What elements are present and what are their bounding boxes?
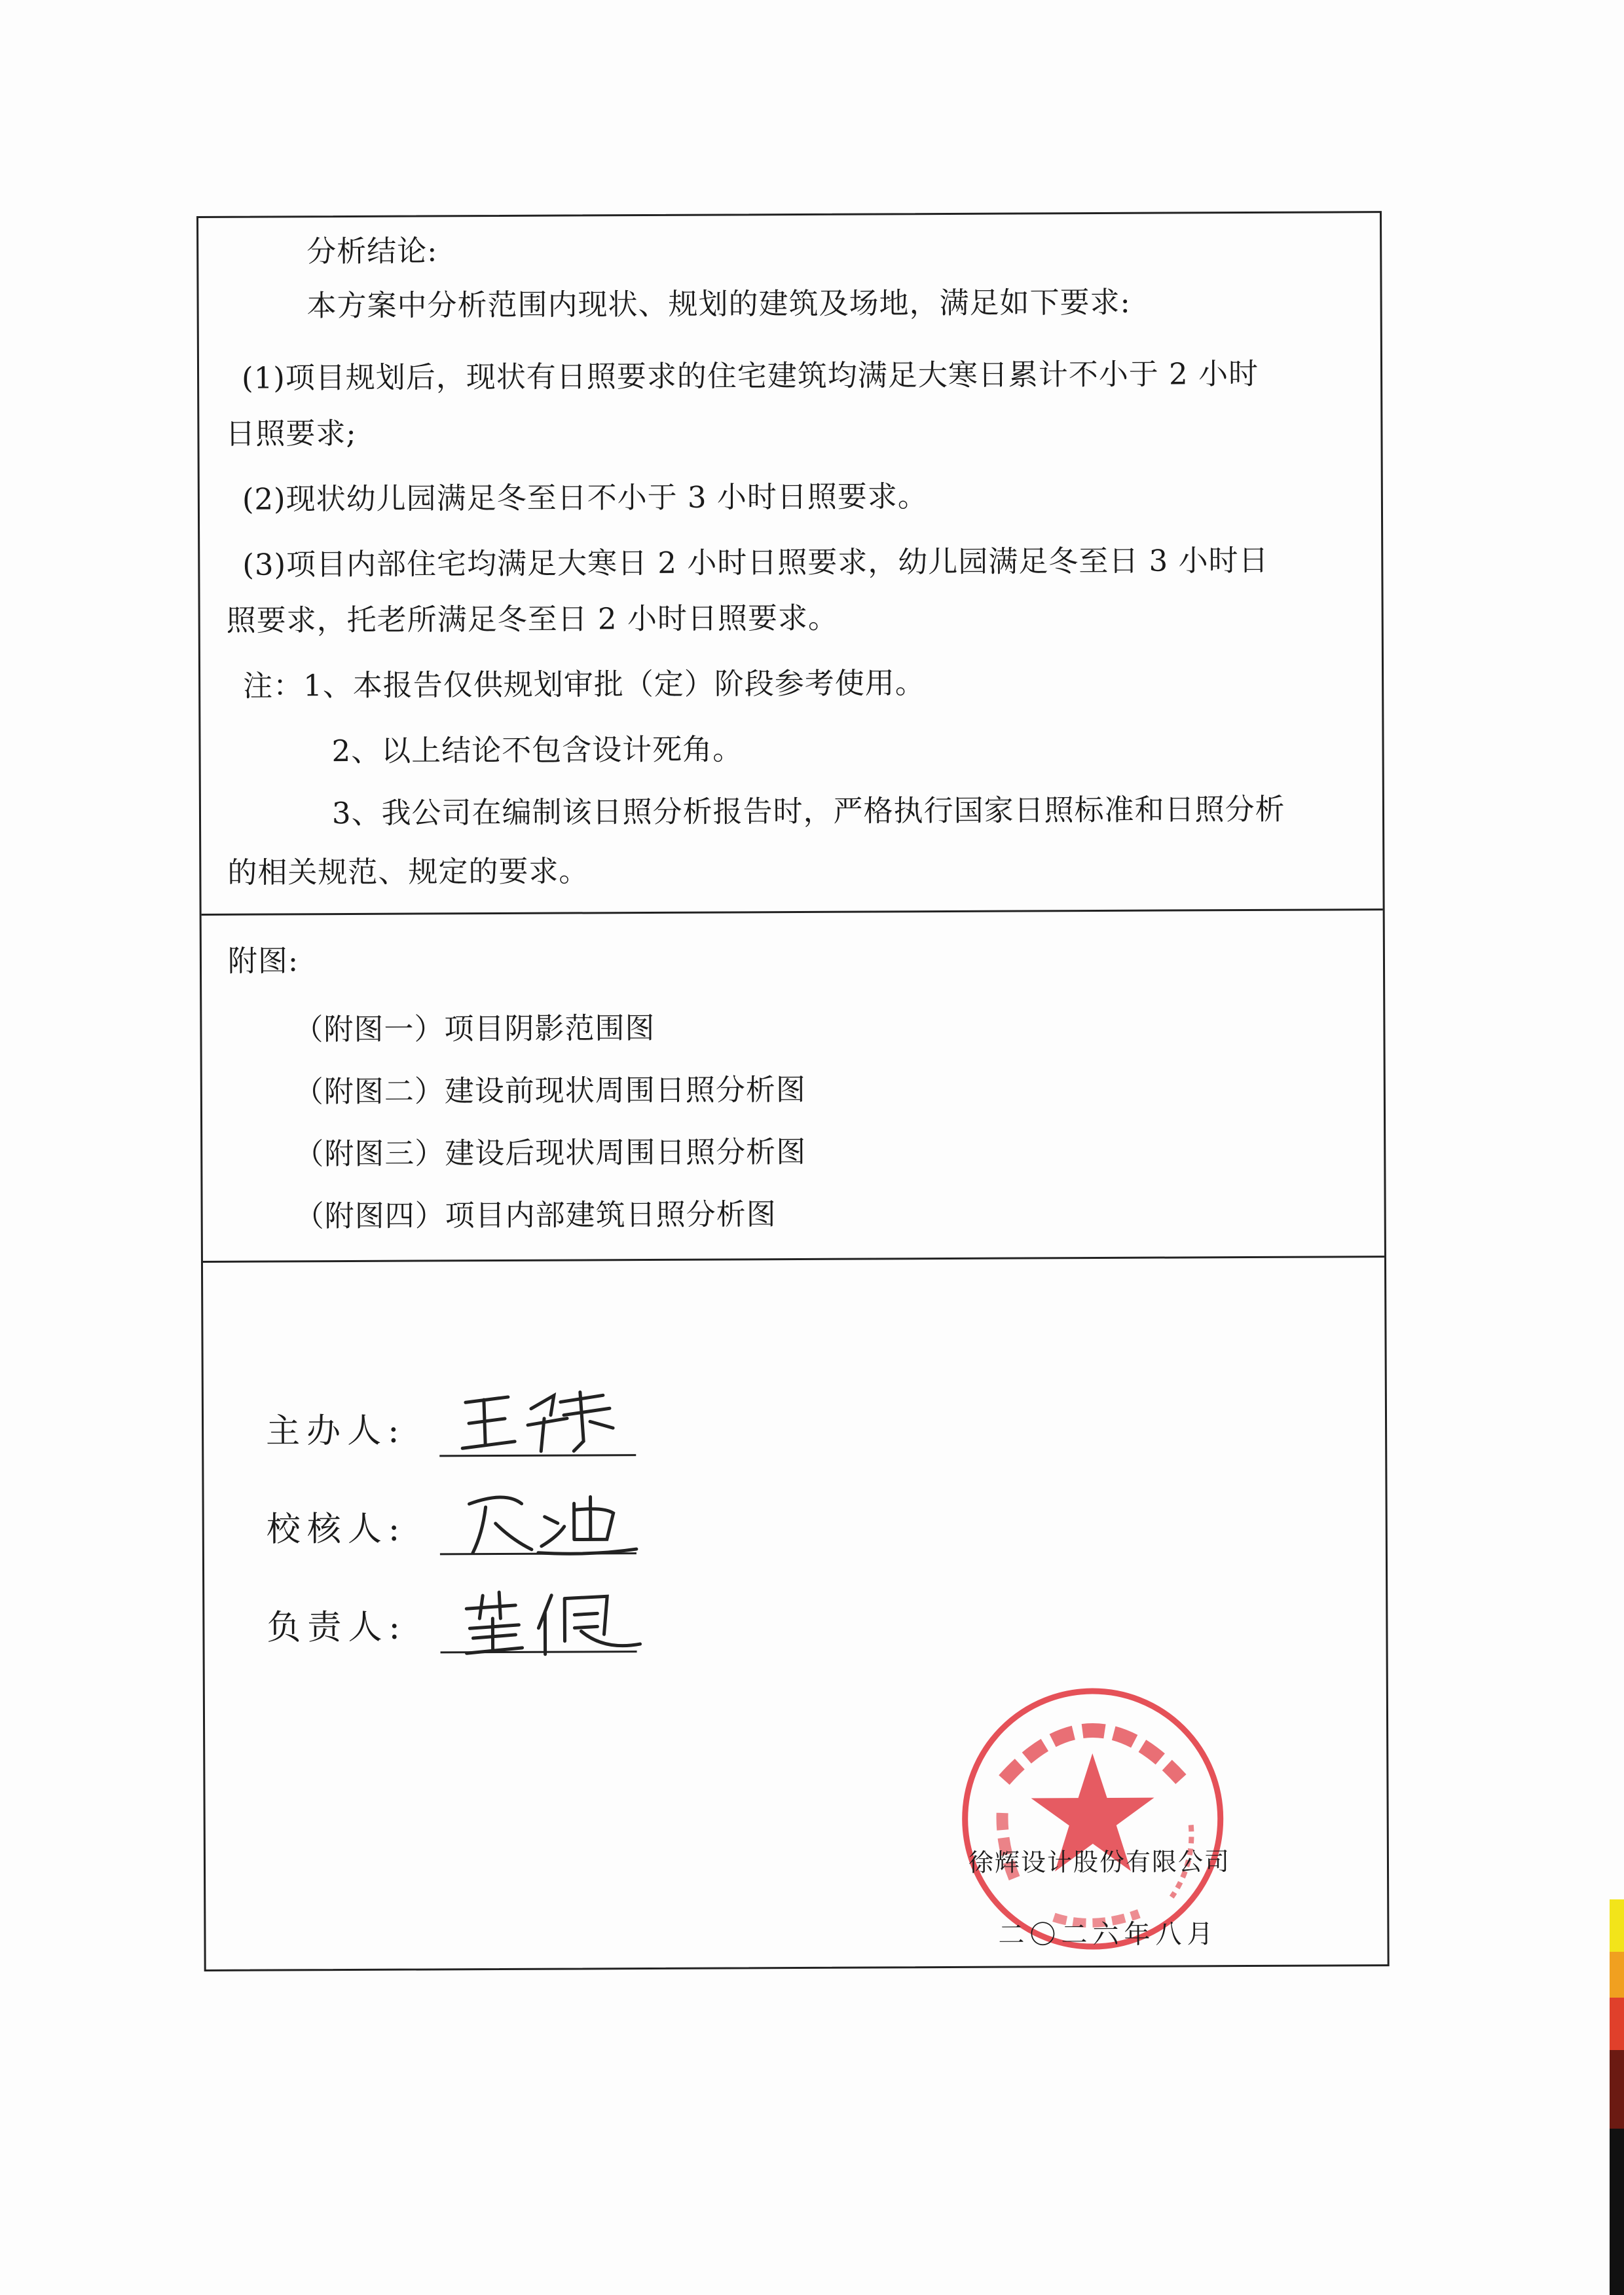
checker-label: 校核人: bbox=[266, 1509, 407, 1550]
conclusion-item-3-line-1: (3)项目内部住宅均满足大寒日 2 小时日照要求，幼儿园满足冬至日 3 小时日 bbox=[242, 542, 1269, 582]
host-signature bbox=[452, 1382, 643, 1461]
table-divider-2 bbox=[203, 1256, 1384, 1263]
attachment-item: （附图四）项目内部建筑日照分析图 bbox=[294, 1197, 777, 1234]
conclusion-item-1-line-1: (1)项目规划后，现状有日照要求的住宅建筑均满足大寒日累计不小于 2 小时 bbox=[241, 356, 1259, 396]
note-3-line-2: 的相关规范、规定的要求。 bbox=[227, 853, 589, 890]
conclusion-heading: 分析结论: bbox=[306, 233, 438, 269]
note-1: 注：1、本报告仅供规划审批（定）阶段参考使用。 bbox=[243, 665, 925, 703]
report-table bbox=[196, 211, 1390, 1971]
conclusion-item-1-line-2: 日照要求; bbox=[225, 415, 357, 451]
responsible-label: 负责人: bbox=[267, 1607, 407, 1648]
checker-signature bbox=[459, 1483, 650, 1563]
conclusion-item-2: (2)现状幼儿园满足冬至日不小于 3 小时日照要求。 bbox=[242, 479, 928, 517]
conclusion-item-3-line-2: 照要求，托老所满足冬至日 2 小时日照要求。 bbox=[226, 600, 839, 638]
attachment-item: （附图二）建设前现状周围日照分析图 bbox=[293, 1072, 806, 1110]
attachment-item: （附图三）建设后现状周围日照分析图 bbox=[294, 1134, 807, 1172]
conclusion-intro: 本方案中分析范围内现状、规划的建筑及场地，满足如下要求: bbox=[306, 284, 1131, 324]
note-2: 2、以上结论不包含设计死角。 bbox=[331, 732, 743, 769]
host-label: 主办人: bbox=[265, 1411, 406, 1451]
table-divider-1 bbox=[202, 908, 1383, 916]
scan-color-strip bbox=[1610, 0, 1624, 2295]
note-3-line-1: 3、我公司在编制该日照分析报告时，严格执行国家日照标准和日照分析 bbox=[331, 791, 1285, 831]
company-name: 徐辉设计股份有限公司 bbox=[968, 1847, 1231, 1877]
responsible-signature bbox=[453, 1582, 657, 1661]
attachments-heading: 附图: bbox=[227, 943, 299, 979]
attachment-item: （附图一）项目阴影范围图 bbox=[293, 1010, 655, 1047]
report-date: 二〇二六年八月 bbox=[998, 1919, 1219, 1950]
